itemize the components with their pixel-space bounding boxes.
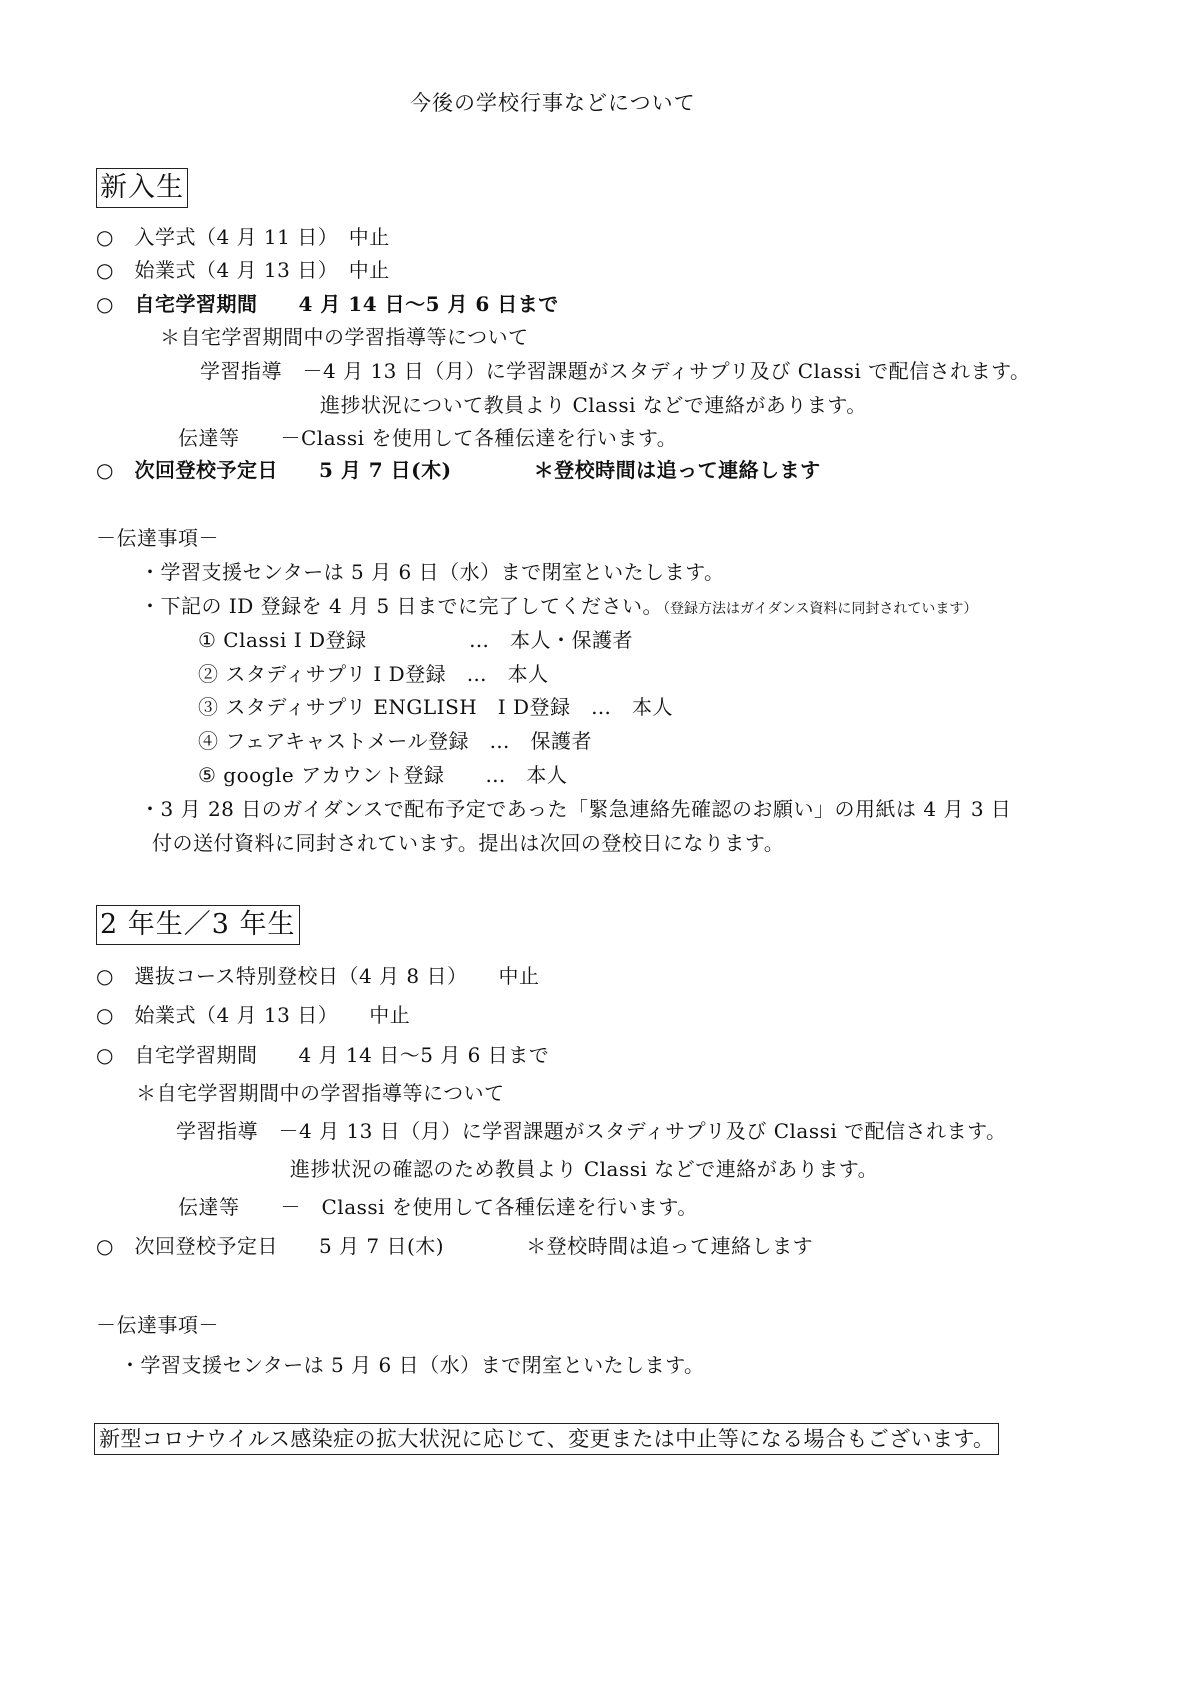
upper-notice-support-center: ・学習支援センターは 5 月 6 日（水）まで閉室といたします。 xyxy=(120,1353,705,1377)
freshmen-communication-text: 伝達等 －Classi を使用して各種伝達を行います。 xyxy=(178,426,678,450)
freshmen-progress-text: 進捗状況について教員より Classi などで連絡があります。 xyxy=(320,393,867,417)
registration-item-faircast: ④ フェアキャストメール登録 … 保護者 xyxy=(198,729,592,753)
upper-next-school-day: ○ 次回登校予定日 5 月 7 日(木) ＊登校時間は追って連絡します xyxy=(96,1234,814,1258)
freshmen-study-guidance-heading: ＊自宅学習期間中の学習指導等について xyxy=(160,325,529,349)
upper-study-guidance-text: 学習指導 －4 月 13 日（月）に学習課題がスタディサプリ及び Classi で配信されます。 xyxy=(176,1119,1007,1143)
registration-item-studysapuri-english: ③ スタディサプリ ENGLISH I D登録 … 本人 xyxy=(198,695,674,719)
upper-selection-course-day: ○ 選抜コース特別登校日（4 月 8 日） 中止 xyxy=(96,964,540,988)
id-registration-note: （登録方法はガイダンス資料に同封されています） xyxy=(663,601,978,617)
registration-item-google: ⑤ google アカウント登録 … 本人 xyxy=(198,763,568,787)
upper-opening-ceremony: ○ 始業式（4 月 13 日） 中止 xyxy=(96,1003,411,1027)
freshmen-notices-header: －伝達事項－ xyxy=(96,526,219,550)
upper-progress-text: 進捗状況の確認のため教員より Classi などで連絡があります。 xyxy=(290,1157,879,1181)
section-heading-freshmen: 新入生 xyxy=(96,168,188,208)
id-registration-main: ・下記の ID 登録を 4 月 5 日までに完了してください。 xyxy=(140,594,664,618)
freshmen-entrance-ceremony: ○ 入学式（4 月 11 日） 中止 xyxy=(96,225,390,249)
freshmen-notice-emergency-contact-cont: 付の送付資料に同封されています。提出は次回の登校日になります。 xyxy=(152,831,785,855)
document-title: 今後の学校行事などについて xyxy=(410,91,696,115)
registration-item-classi: ① Classi I D登録 … 本人・保護者 xyxy=(198,628,633,652)
upper-notices-header: －伝達事項－ xyxy=(96,1313,219,1337)
freshmen-notice-emergency-contact: ・3 月 28 日のガイダンスで配布予定であった「緊急連絡先確認のお願い」の用紙は 4 月 3 日 xyxy=(140,797,1012,821)
upper-home-study-period: ○ 自宅学習期間 4 月 14 日～5 月 6 日まで xyxy=(96,1043,550,1067)
freshmen-home-study-period: ○ 自宅学習期間 4 月 14 日～5 月 6 日まで xyxy=(96,292,559,316)
freshmen-study-guidance-text: 学習指導 －4 月 13 日（月）に学習課題がスタディサプリ及び Classi で配信されます。 xyxy=(200,359,1031,383)
upper-study-guidance-heading: ＊自宅学習期間中の学習指導等について xyxy=(136,1081,505,1105)
freshmen-notice-id-registration xyxy=(140,593,977,619)
freshmen-next-school-day: ○ 次回登校予定日 5 月 7 日(木) ＊登校時間は追って連絡します xyxy=(96,458,821,482)
upper-communication-text: 伝達等 － Classi を使用して各種伝達を行います。 xyxy=(178,1195,698,1219)
freshmen-opening-ceremony: ○ 始業式（4 月 13 日） 中止 xyxy=(96,258,390,282)
section-heading-upper-grades: 2 年生／3 年生 xyxy=(96,905,300,945)
freshmen-notice-support-center: ・学習支援センターは 5 月 6 日（水）まで閉室といたします。 xyxy=(140,560,725,584)
registration-item-studysapuri: ② スタディサプリ I D登録 … 本人 xyxy=(198,662,549,686)
covid-change-notice: 新型コロナウイルス感染症の拡大状況に応じて、変更または中止等になる場合もございます。 xyxy=(94,1423,999,1455)
